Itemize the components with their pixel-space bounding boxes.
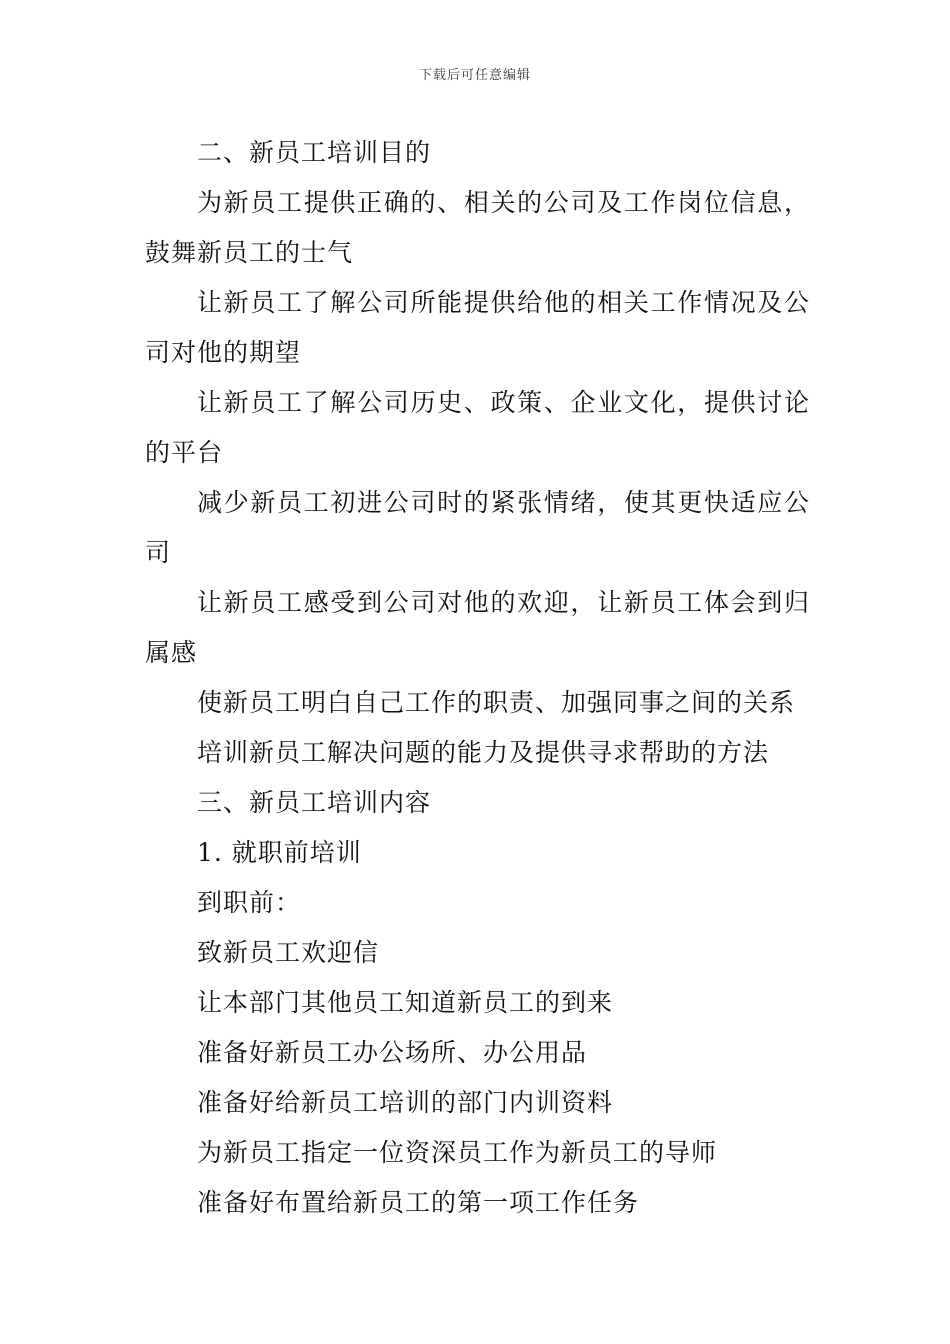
paragraph: 让新员工了解公司历史、政策、企业文化，提供讨论的平台 — [145, 388, 810, 467]
paragraph: 让新员工感受到公司对他的欢迎，让新员工体会到归属感 — [145, 588, 810, 667]
paragraph: 让新员工了解公司所能提供给他的相关工作情况及公司对他的期望 — [145, 288, 810, 367]
section-heading-purpose: 二、新员工培训目的 — [197, 138, 432, 167]
paragraph: 培训新员工解决问题的能力及提供寻求帮助的方法 — [197, 738, 770, 767]
subsection-heading: 1. 就职前培训 — [197, 838, 362, 867]
paragraph: 为新员工指定一位资深员工作为新员工的导师 — [197, 1138, 718, 1167]
paragraph: 到职前： — [197, 888, 302, 917]
paragraph: 让本部门其他员工知道新员工的到来 — [197, 988, 614, 1017]
document-body — [145, 128, 810, 1228]
paragraph: 准备好布置给新员工的第一项工作任务 — [197, 1188, 640, 1217]
paragraph: 致新员工欢迎信 — [197, 938, 380, 967]
paragraph: 使新员工明白自己工作的职责、加强同事之间的关系 — [197, 688, 796, 717]
paragraph: 为新员工提供正确的、相关的公司及工作岗位信息，鼓舞新员工的士气 — [145, 188, 810, 267]
paragraph: 减少新员工初进公司时的紧张情绪，使其更快适应公司 — [145, 488, 810, 567]
paragraph: 准备好给新员工培训的部门内训资料 — [197, 1088, 614, 1117]
header-note: 下载后可任意编辑 — [418, 68, 531, 83]
section-heading-content: 三、新员工培训内容 — [197, 788, 432, 817]
paragraph: 准备好新员工办公场所、办公用品 — [197, 1038, 588, 1067]
